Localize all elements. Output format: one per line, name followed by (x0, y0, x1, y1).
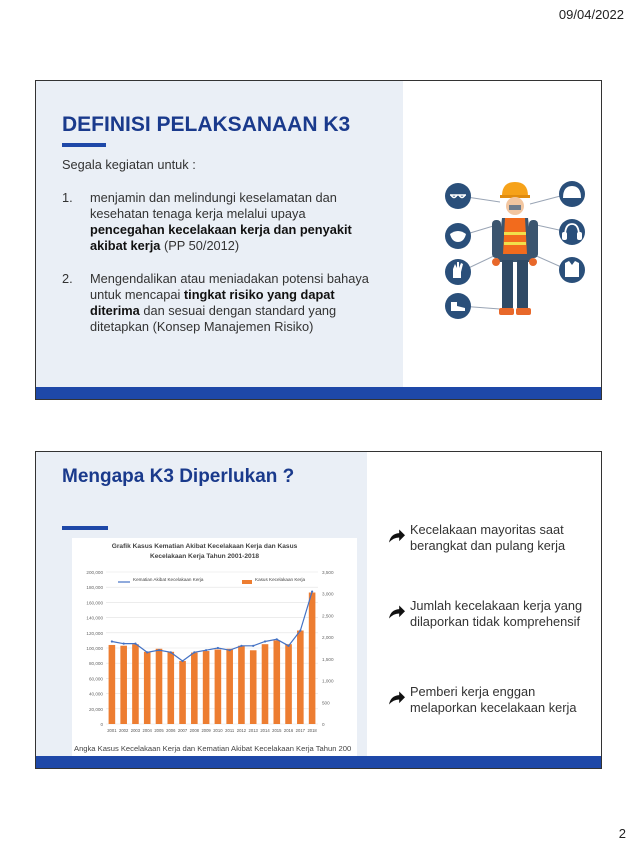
header-date: 09/04/2022 (558, 7, 624, 22)
y-tick-left: 140,000 (86, 615, 103, 621)
legend-swatch (242, 580, 252, 584)
line-point (134, 643, 136, 645)
list-number: 1. (62, 190, 73, 205)
list-text-post: (PP 50/2012) (160, 238, 240, 253)
slide-definisi (35, 80, 602, 400)
legend-label: Kematian Akibat Kecelakaan Kerja (133, 577, 204, 582)
y-tick-right: 1,000 (322, 678, 334, 684)
bullet-item (384, 522, 594, 554)
mask-icon (445, 223, 471, 249)
page-number: 2 (618, 826, 626, 841)
bar (109, 645, 116, 724)
list-number: 2. (62, 271, 73, 286)
x-tick: 2017 (295, 728, 305, 733)
x-tick: 2013 (248, 728, 258, 733)
vest-icon (559, 257, 585, 283)
chart-caption: Angka Kasus Kecelakaan Kerja dan Kematian Akibat Kecelakaan Kerja Tahun 200 (74, 744, 352, 753)
list-text-bold: tingkat risiko yang dapat diterima (90, 287, 335, 318)
line-point (111, 640, 113, 642)
title-underline (62, 526, 108, 530)
list-text-bold: pencegahan kecelakaan kerja dan penyakit akibat kerja (90, 222, 352, 253)
list-item (62, 190, 372, 254)
bullet-text: Jumlah kecelakaan kerja yang dilaporkan tidak komprehensif (410, 598, 583, 629)
x-tick: 2004 (142, 728, 152, 733)
slide-title: Mengapa K3 Diperlukan ? (62, 466, 295, 487)
list-text-pre: menjamin dan melindungi keselamatan dan kesehatan tenaga kerja melalui upaya (90, 190, 337, 221)
slide-footer-bar (36, 387, 601, 399)
line-point (287, 645, 289, 647)
y-tick-right: 2,000 (322, 635, 334, 641)
bar (297, 631, 304, 724)
line-point (217, 647, 219, 649)
bar (262, 644, 269, 724)
bar (226, 649, 233, 724)
x-tick: 2001 (107, 728, 117, 733)
bar (238, 646, 245, 724)
x-tick: 2002 (119, 728, 129, 733)
curved-arrow-icon (384, 522, 410, 544)
y-tick-left: 60,000 (88, 676, 103, 682)
list-text-pre: Mengendalikan atau meniadakan potensi bahaya untuk mencapai (90, 271, 369, 302)
series-line (112, 592, 312, 661)
list-text (90, 190, 372, 254)
ppe-worker-icon (440, 174, 590, 326)
bar (273, 640, 280, 724)
accident-chart (72, 538, 357, 758)
y-tick-left: 40,000 (88, 691, 103, 697)
bar (309, 593, 316, 724)
line-point (252, 645, 254, 647)
y-tick-right: 3,500 (322, 570, 334, 575)
bullet-text: Pemberi kerja enggan melaporkan kecelakaan kerja (410, 684, 577, 715)
bar (215, 650, 222, 724)
line-point (193, 651, 195, 653)
x-tick: 2009 (201, 728, 211, 733)
x-tick: 2005 (154, 728, 164, 733)
list-item (62, 271, 372, 335)
x-tick: 2007 (177, 728, 188, 733)
x-tick: 2016 (283, 728, 294, 733)
earmuff-icon (559, 219, 585, 245)
x-tick: 2012 (236, 728, 247, 733)
curved-arrow-icon (384, 684, 410, 706)
line-point (146, 651, 148, 653)
line-point (205, 649, 207, 651)
bar (167, 652, 174, 724)
bar (144, 652, 151, 724)
line-point (229, 649, 231, 651)
boot-icon (445, 293, 471, 319)
y-tick-right: 500 (322, 700, 330, 706)
line-point (181, 660, 183, 662)
x-tick: 2015 (272, 728, 282, 733)
line-point (240, 645, 242, 647)
line-point (264, 640, 266, 642)
chart-title: Kecelakaan Kerja Tahun 2001-2018 (149, 553, 260, 560)
line-point (299, 630, 301, 632)
chart-title: Grafik Kasus Kematian Akibat Kecelakaan Kerja dan Kasus (111, 543, 298, 550)
bar (120, 646, 127, 724)
legend-label: Kasus Kecelakaan Kerja (255, 577, 306, 582)
x-tick: 2014 (260, 728, 270, 733)
x-tick: 2018 (307, 728, 317, 733)
line-point (276, 638, 278, 640)
y-tick-left: 0 (100, 722, 103, 727)
y-tick-right: 0 (322, 722, 325, 727)
slide-mengapa (35, 451, 602, 769)
bar (285, 644, 292, 724)
line-point (311, 590, 313, 592)
bar (250, 650, 257, 724)
bar (179, 661, 186, 724)
title-underline (62, 143, 106, 147)
slide-body (62, 157, 372, 352)
line-point (123, 643, 125, 645)
safety-glasses-icon (445, 183, 471, 209)
line-point (170, 651, 172, 653)
y-tick-left: 200,000 (86, 570, 103, 575)
x-tick: 2011 (225, 728, 235, 733)
bar (203, 651, 210, 724)
y-tick-right: 3,000 (322, 591, 334, 597)
curved-arrow-icon (384, 598, 410, 620)
bar (156, 649, 163, 724)
line-point (158, 649, 160, 651)
bullet-item (384, 598, 594, 630)
bullet-text: Kecelakaan mayoritas saat berangkat dan pulang kerja (410, 522, 566, 553)
x-tick: 2008 (189, 728, 199, 733)
y-tick-left: 100,000 (86, 646, 103, 651)
glove-icon (445, 259, 471, 285)
bar (132, 644, 139, 724)
bullet-item (384, 684, 594, 716)
y-tick-left: 20,000 (88, 706, 103, 712)
x-tick: 2006 (166, 728, 176, 733)
bar (191, 653, 198, 724)
y-tick-left: 80,000 (88, 661, 103, 667)
y-tick-right: 2,500 (322, 613, 334, 619)
x-tick: 2010 (213, 728, 223, 733)
slide-footer-bar (36, 756, 601, 768)
y-tick-left: 160,000 (86, 600, 103, 606)
y-tick-left: 180,000 (86, 585, 103, 591)
slide-title: DEFINISI PELAKSANAAN K3 (62, 113, 351, 136)
x-tick: 2003 (130, 728, 141, 733)
list-text-post: dan sesuai dengan standard yang ditetapkan (Konsep Manajemen Risiko) (90, 303, 337, 334)
intro-text: Segala kegiatan untuk : (62, 157, 196, 172)
y-tick-right: 1,500 (322, 656, 334, 662)
helmet-icon (559, 181, 585, 207)
list-text (90, 271, 372, 335)
y-tick-left: 120,000 (86, 630, 103, 636)
